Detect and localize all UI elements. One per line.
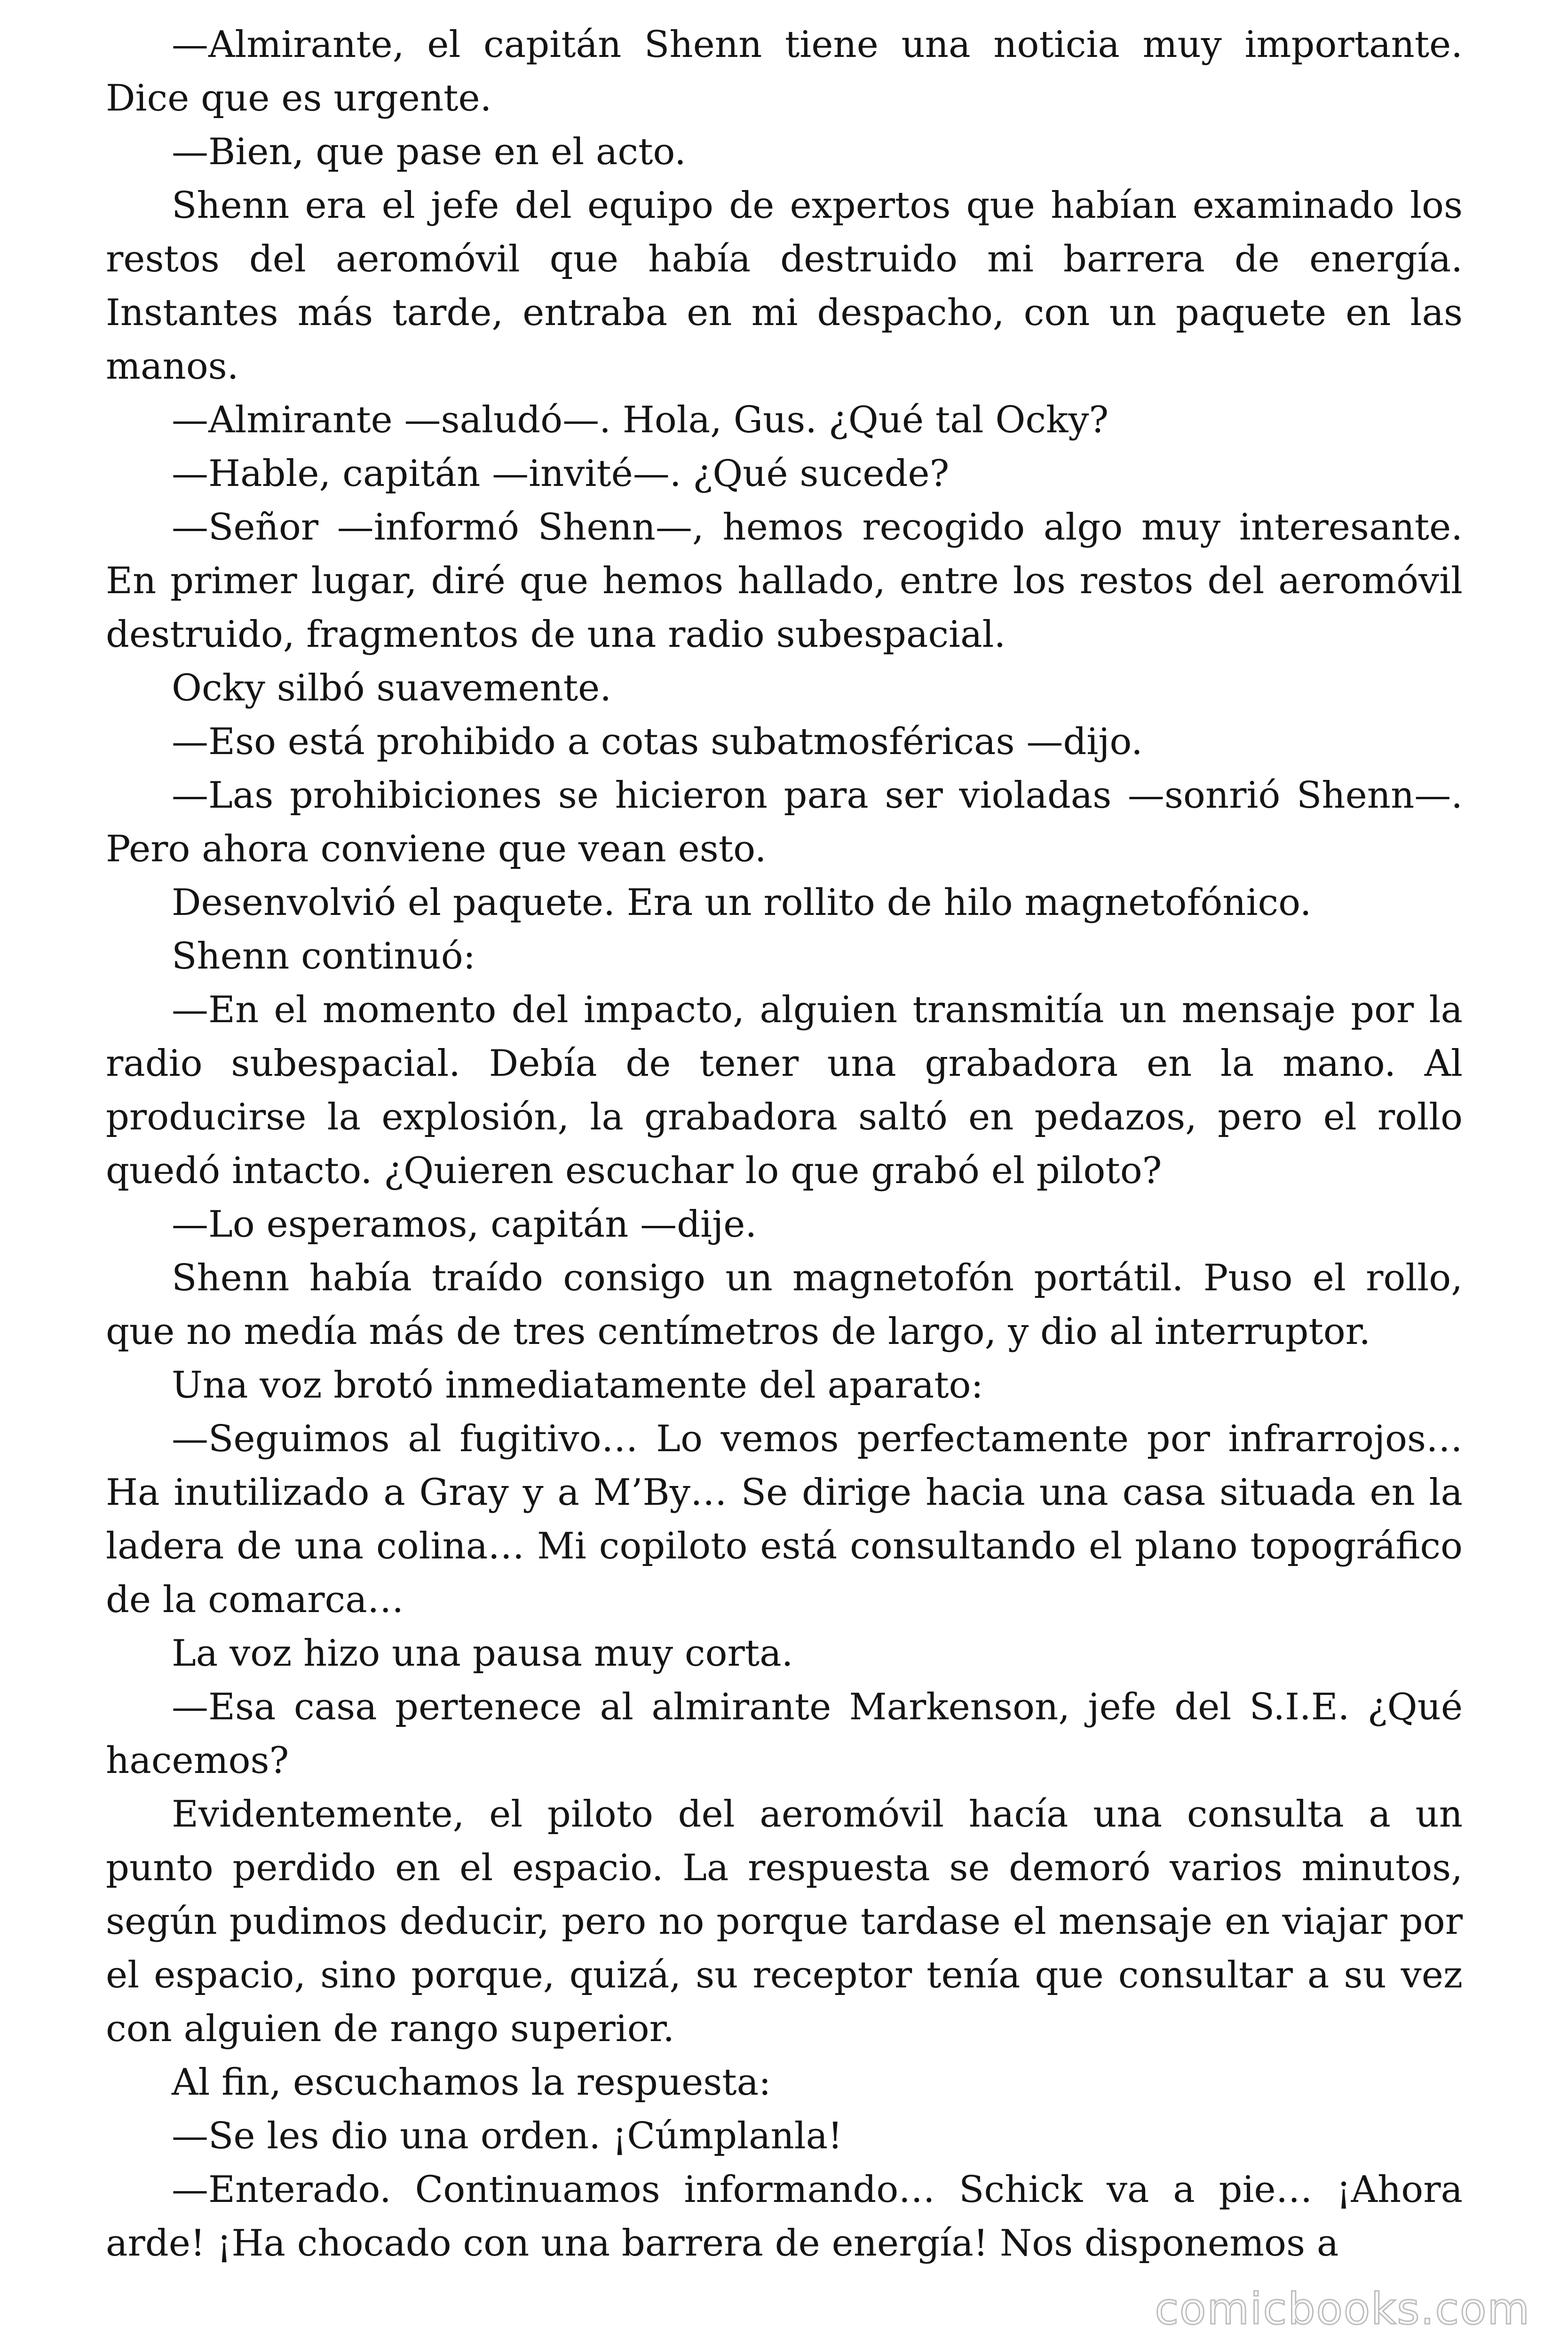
paragraph: Shenn era el jefe del equipo de expertos que habían examinado los restos del aeromóvil que había destruido mi barrera de energía. Instantes más tarde, entraba en mi despacho, con un paquete en las manos.: [106, 184, 1463, 388]
page-text: [106, 18, 1463, 2270]
paragraph: Desenvolvió el paquete. Era un rollito de hilo magnetofónico.: [172, 882, 1312, 924]
paragraph: —Bien, que pase en el acto.: [172, 131, 686, 173]
paragraph: Shenn continuó:: [172, 935, 475, 977]
paragraph: Evidentemente, el piloto del aeromóvil hacía una consulta a un punto perdido en el espacio. La respuesta se demoró varios minutos, según pudimos deducir, pero no porque tardase el mensaje en viajar por el espacio, sino porque, quizá, su receptor tenía que consultar a su vez con alguien de rango superior.: [106, 1793, 1463, 2050]
paragraph: —Señor —informó Shenn—, hemos recogido algo muy interesante. En primer lugar, diré que hemos hallado, entre los restos del aeromóvil destruido, fragmentos de una radio subespacial.: [106, 506, 1463, 656]
paragraph: La voz hizo una pausa muy corta.: [172, 1632, 793, 1675]
paragraph: —Lo esperamos, capitán —dije.: [172, 1203, 757, 1246]
paragraph: Shenn había traído consigo un magnetofón portátil. Puso el rollo, que no medía más de tres centímetros de largo, y dio al interruptor.: [106, 1257, 1463, 1353]
paragraph: —Almirante, el capitán Shenn tiene una noticia muy importante. Dice que es urgente.: [106, 24, 1463, 119]
watermark: comicbooks.com: [1155, 2284, 1530, 2334]
paragraph: Una voz brotó inmediatamente del aparato:: [172, 1364, 983, 1406]
paragraph: —Almirante —saludó—. Hola, Gus. ¿Qué tal Ocky?: [172, 399, 1109, 441]
paragraph: —Seguimos al fugitivo… Lo vemos perfectamente por infrarrojos… Ha inutilizado a Gray y a M’By… Se dirige hacia una casa situada en la ladera de una colina… Mi copiloto está consultando el plano topográfico de la comarca…: [106, 1418, 1463, 1621]
paragraph: —Eso está prohibido a cotas subatmosféricas —dijo.: [172, 721, 1143, 763]
paragraph: —Las prohibiciones se hicieron para ser violadas —sonrió Shenn—. Pero ahora conviene que vean esto.: [106, 774, 1463, 870]
paragraph: —En el momento del impacto, alguien transmitía un mensaje por la radio subespacial. Debía de tener una grabadora en la mano. Al producirse la explosión, la grabadora saltó en pedazos, pero el rollo quedó intacto. ¿Quieren escuchar lo que grabó el piloto?: [106, 989, 1463, 1192]
paragraph: —Enterado. Continuamos informando… Schick va a pie… ¡Ahora arde! ¡Ha chocado con una barrera de energía! Nos disponemos a: [106, 2169, 1463, 2265]
paragraph: Ocky silbó suavemente.: [172, 667, 612, 709]
paragraph: —Hable, capitán —invité—. ¿Qué sucede?: [172, 453, 950, 495]
paragraph: —Esa casa pertenece al almirante Markenson, jefe del S.I.E. ¿Qué hacemos?: [106, 1686, 1463, 1782]
paragraph: Al fin, escuchamos la respuesta:: [172, 2061, 771, 2104]
paragraph: —Se les dio una orden. ¡Cúmplanla!: [172, 2115, 843, 2157]
